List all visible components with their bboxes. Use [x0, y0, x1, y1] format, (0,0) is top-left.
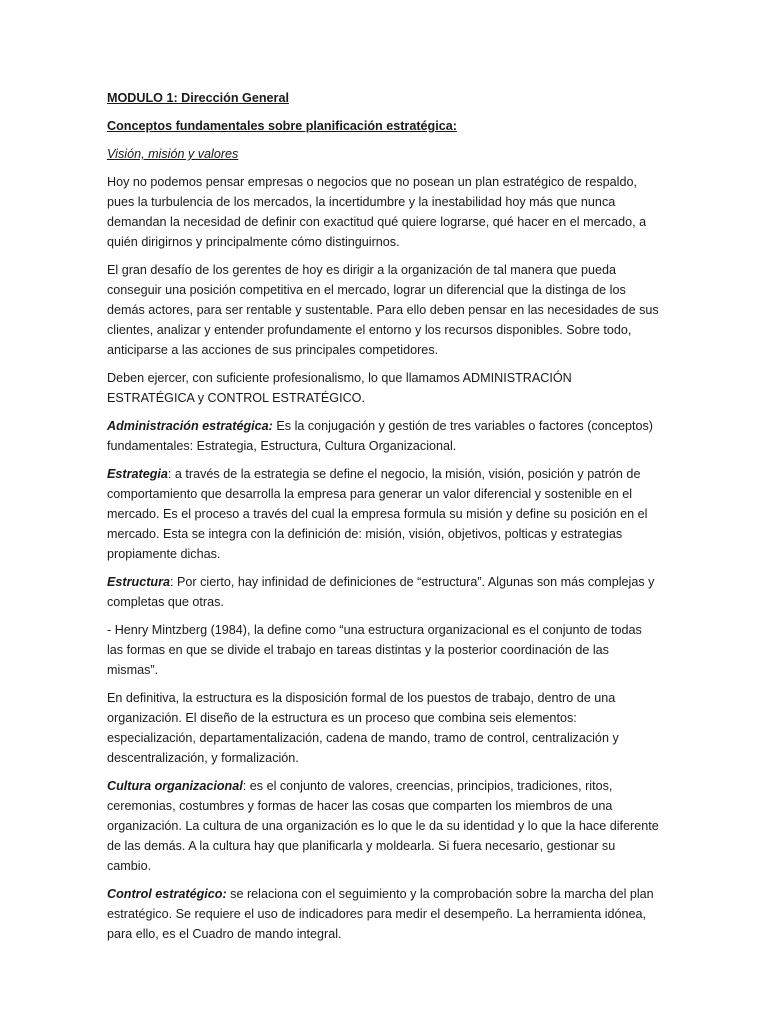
paragraph-challenge: El gran desafío de los gerentes de hoy es dirigir a la organización de tal manera que pueda conseguir una posición competitiva en el mercado, lograr un diferencial que la distinga de los demás actores, para ser rentable y sustentable. Para ello deben pensar en las necesidades de sus clientes, analizar y entender profundamente el entorno y los recursos disponibles. Sobre todo, anticiparse a las acciones de sus principales competidores. [107, 263, 659, 357]
term-estructura: Estructura [107, 575, 170, 589]
subsection-title-text: Visión, misión y valores [107, 147, 239, 161]
paragraph-estructura [107, 572, 659, 612]
term-admin-estrategica: Administración estratégica: [107, 419, 273, 433]
text-control: se relaciona con el seguimiento y la comprobación sobre la marcha del plan estratégico. Se requiere el uso de indicadores para medir el desempeño. La herramienta idónea, para ello, es el Cuadro de mando integral. [107, 887, 654, 941]
subsection-title [107, 144, 659, 164]
section-title [107, 116, 659, 136]
text-estrategia: : a través de la estrategia se define el negocio, la misión, visión, posición y patrón de comportamiento que desarrolla la empresa para generar un valor diferencial y sostenible en el mercado. Es el proceso a través del cual la empresa formula su misión y define su posición en el mercado. Esta se integra con la definición de: misión, visión, objetivos, polticas y estrategias propiamente dichas. [107, 467, 648, 561]
term-control: Control estratégico: [107, 887, 227, 901]
paragraph-cultura [107, 776, 659, 876]
term-estrategia: Estrategia [107, 467, 168, 481]
text-estructura: : Por cierto, hay infinidad de definiciones de “estructura”. Algunas son más complejas y completas que otras. [107, 575, 655, 609]
text-admin-estrategica: Es la conjugación y gestión de tres variables o factores (conceptos) fundamentales: Estrategia, Estructura, Cultura Organizacional. [107, 419, 653, 453]
text-cultura: : es el conjunto de valores, creencias, principios, tradiciones, ritos, ceremonias, costumbres y formas de hacer las cosas que comparten los miembros de una organización. La cultura de una organización es lo que le da su identidad y lo que la hace diferente de las demás. A la cultura hay que planificarla y moldearla. Si fuera necesario, gestionar su cambio. [107, 779, 659, 873]
paragraph-administration: Deben ejercer, con suficiente profesionalismo, lo que llamamos ADMINISTRACIÓN ESTRATÉGICA y CONTROL ESTRATÉGICO. [107, 371, 572, 405]
module-title-text: MODULO 1: Dirección General [107, 91, 289, 105]
section-title-text: Conceptos fundamentales sobre planificación estratégica: [107, 119, 457, 133]
paragraph-estrategia [107, 464, 659, 564]
paragraph-admin-estrategica [107, 416, 659, 456]
paragraph-intro: Hoy no podemos pensar empresas o negocios que no posean un plan estratégico de respaldo, pues la turbulencia de los mercados, la incertidumbre y la inestabilidad hoy más que nunca demandan la necesidad de definir con exactitud qué quiere lograrse, qué hacer en el mercado, a quién dirigirnos y principalmente cómo distinguirnos. [107, 175, 647, 249]
paragraph-mintzberg: - Henry Mintzberg (1984), la define como “una estructura organizacional es el conjunto de todas las formas en que se divide el trabajo en tareas distintas y la posterior coordinación de las mismas”. [107, 623, 642, 677]
document-page [107, 88, 659, 952]
term-cultura: Cultura organizacional [107, 779, 243, 793]
module-title [107, 88, 659, 108]
paragraph-control [107, 884, 659, 944]
paragraph-definitiva: En definitiva, la estructura es la disposición formal de los puestos de trabajo, dentro de una organización. El diseño de la estructura es un proceso que combina seis elementos: especialización, departamentalización, cadena de mando, tramo de control, centralización y descentralización, y formalización. [107, 691, 619, 765]
